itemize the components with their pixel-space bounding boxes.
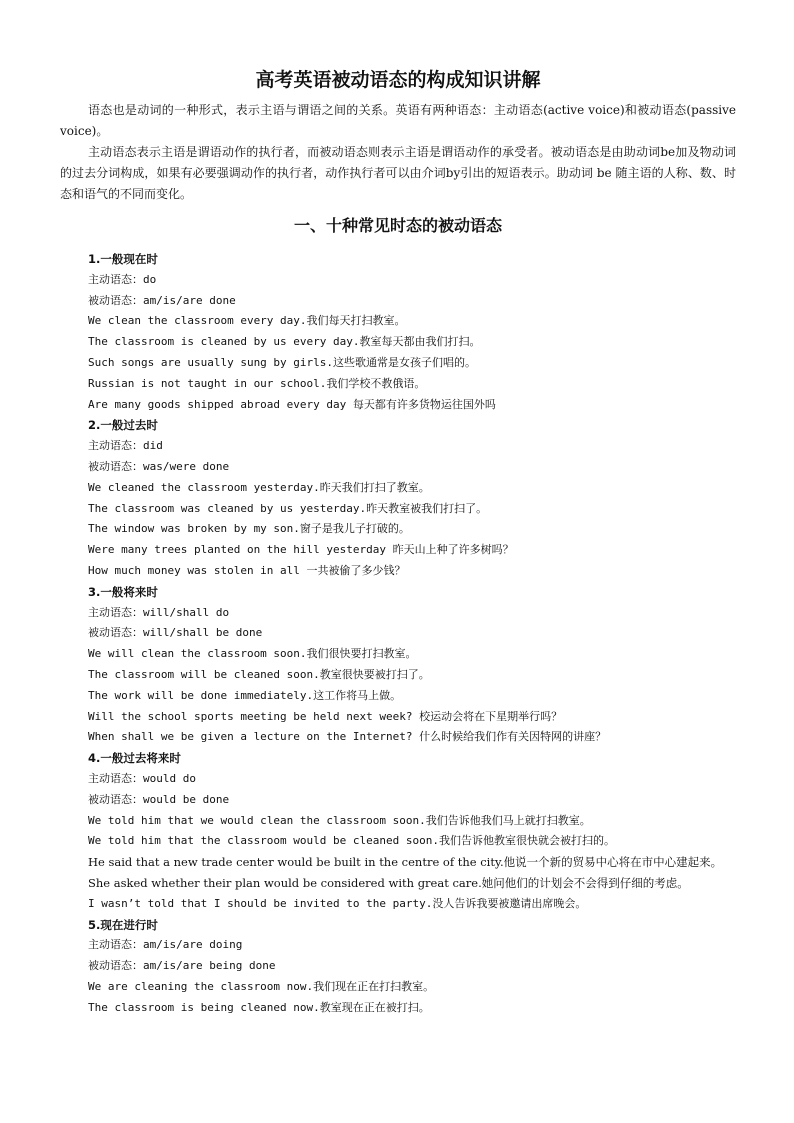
- document-title: 高考英语被动语态的构成知识讲解: [255, 69, 541, 91]
- example-sentence: We told him that we would clean the classroom soon.我们告诉他我们马上就打扫教室。: [88, 813, 591, 827]
- tense-section-1: [60, 249, 736, 415]
- example-sentence: Were many trees planted on the hill yesterday 昨天山上种了许多树吗？: [88, 543, 514, 557]
- example-sentence: Are many goods shipped abroad every day 每天都有许多货物运往国外吗: [88, 397, 496, 411]
- example-sentence: When shall we be given a lecture on the Internet? 什么时候给我们作有关因特网的讲座？: [88, 730, 607, 744]
- section-title: 3.一般将来时: [88, 584, 158, 599]
- example-sentence: Russian is not taught in our school.我们学校不教俄语。: [88, 376, 426, 390]
- example-sentence: The work will be done immediately.这工作将马上做。: [88, 688, 402, 702]
- active-voice-form: 主动语态：am/is/are doing: [88, 938, 243, 952]
- example-sentence: The classroom is being cleaned now.教室现在正在被打扫。: [88, 1000, 430, 1014]
- example-sentence: How much money was stolen in all 一共被偷了多少钱？: [88, 563, 406, 577]
- section-title: 1.一般现在时: [88, 252, 158, 266]
- example-sentence: The window was broken by my son.窗子是我儿子打破的。: [88, 522, 410, 536]
- active-voice-form: 主动语态：did: [88, 439, 163, 453]
- tense-section-4: [60, 748, 736, 914]
- passive-voice-form: 被动语态：was/were done: [88, 459, 230, 473]
- example-sentence: He said that a new trade center would be built in the centre of the city.他说一个新的贸易中心将在市中心建起来。: [88, 855, 723, 870]
- section-title: 2.一般过去时: [88, 418, 158, 433]
- tense-section-3: [60, 582, 736, 748]
- active-voice-form: 主动语态：would do: [88, 771, 196, 785]
- example-sentence: We are cleaning the classroom now.我们现在正在打扫教室。: [88, 979, 435, 993]
- example-sentence: We clean the classroom every day.我们每天打扫教室。: [88, 314, 406, 328]
- example-sentence: She asked whether their plan would be considered with great care.她问他们的计划会不会得到仔细的考虑。: [88, 875, 689, 890]
- example-sentence: We cleaned the classroom yesterday.昨天我们打扫了教室。: [88, 480, 430, 494]
- passive-voice-form: 被动语态：would be done: [88, 792, 230, 806]
- example-sentence: We will clean the classroom soon.我们很快要打扫教室。: [88, 647, 417, 661]
- active-voice-form: 主动语态：will/shall do: [88, 605, 230, 619]
- example-sentence: We told him that the classroom would be cleaned soon.我们告诉他教室很快就会被打扫的。: [88, 834, 615, 848]
- tense-section-2: [60, 415, 736, 581]
- tense-section-5: [60, 915, 736, 1019]
- example-sentence: The classroom was cleaned by us yesterday.昨天教室被我们打扫了。: [88, 501, 488, 515]
- section-title: 4.一般过去将来时: [88, 751, 181, 766]
- passive-voice-form: 被动语态：will/shall be done: [88, 626, 263, 640]
- section-heading: 一、十种常见时态的被动语态: [293, 216, 502, 235]
- passive-voice-form: 被动语态：am/is/are done: [88, 293, 236, 307]
- active-voice-form: 主动语态：do: [88, 272, 157, 286]
- passive-voice-form: 被动语态：am/is/are being done: [88, 959, 276, 973]
- example-sentence: Such songs are usually sung by girls.这些歌通常是女孩子们唱的。: [88, 355, 477, 369]
- example-sentence: The classroom is cleaned by us every day.教室每天都由我们打扫。: [88, 335, 481, 349]
- intro-paragraph-2: 主动语态表示主语是谓语动作的执行者，而被动语态则表示主语是谓语动作的承受者。被动语态是由助动词be加及物动词的过去分词构成，如果有必要强调动作的执行者，动作执行者可以由介词by引出的短语表示。助动词 be 随主语的人称、数、时态和语气的不同而变化。: [60, 145, 736, 201]
- section-title: 5.现在进行时: [88, 917, 158, 932]
- example-sentence: The classroom will be cleaned soon.教室很快要被打扫了。: [88, 667, 430, 681]
- example-sentence: Will the school sports meeting be held next week? 校运动会将在下星期举行吗？: [88, 709, 563, 723]
- intro-paragraph-1: 语态也是动词的一种形式，表示主语与谓语之间的关系。英语有两种语态：主动语态(active voice)和被动语态(passive voice)。: [60, 103, 736, 138]
- document-page: [60, 68, 736, 1018]
- example-sentence: I wasn’t told that I should be invited to the party.没人告诉我要被邀请出席晚会。: [88, 896, 587, 910]
